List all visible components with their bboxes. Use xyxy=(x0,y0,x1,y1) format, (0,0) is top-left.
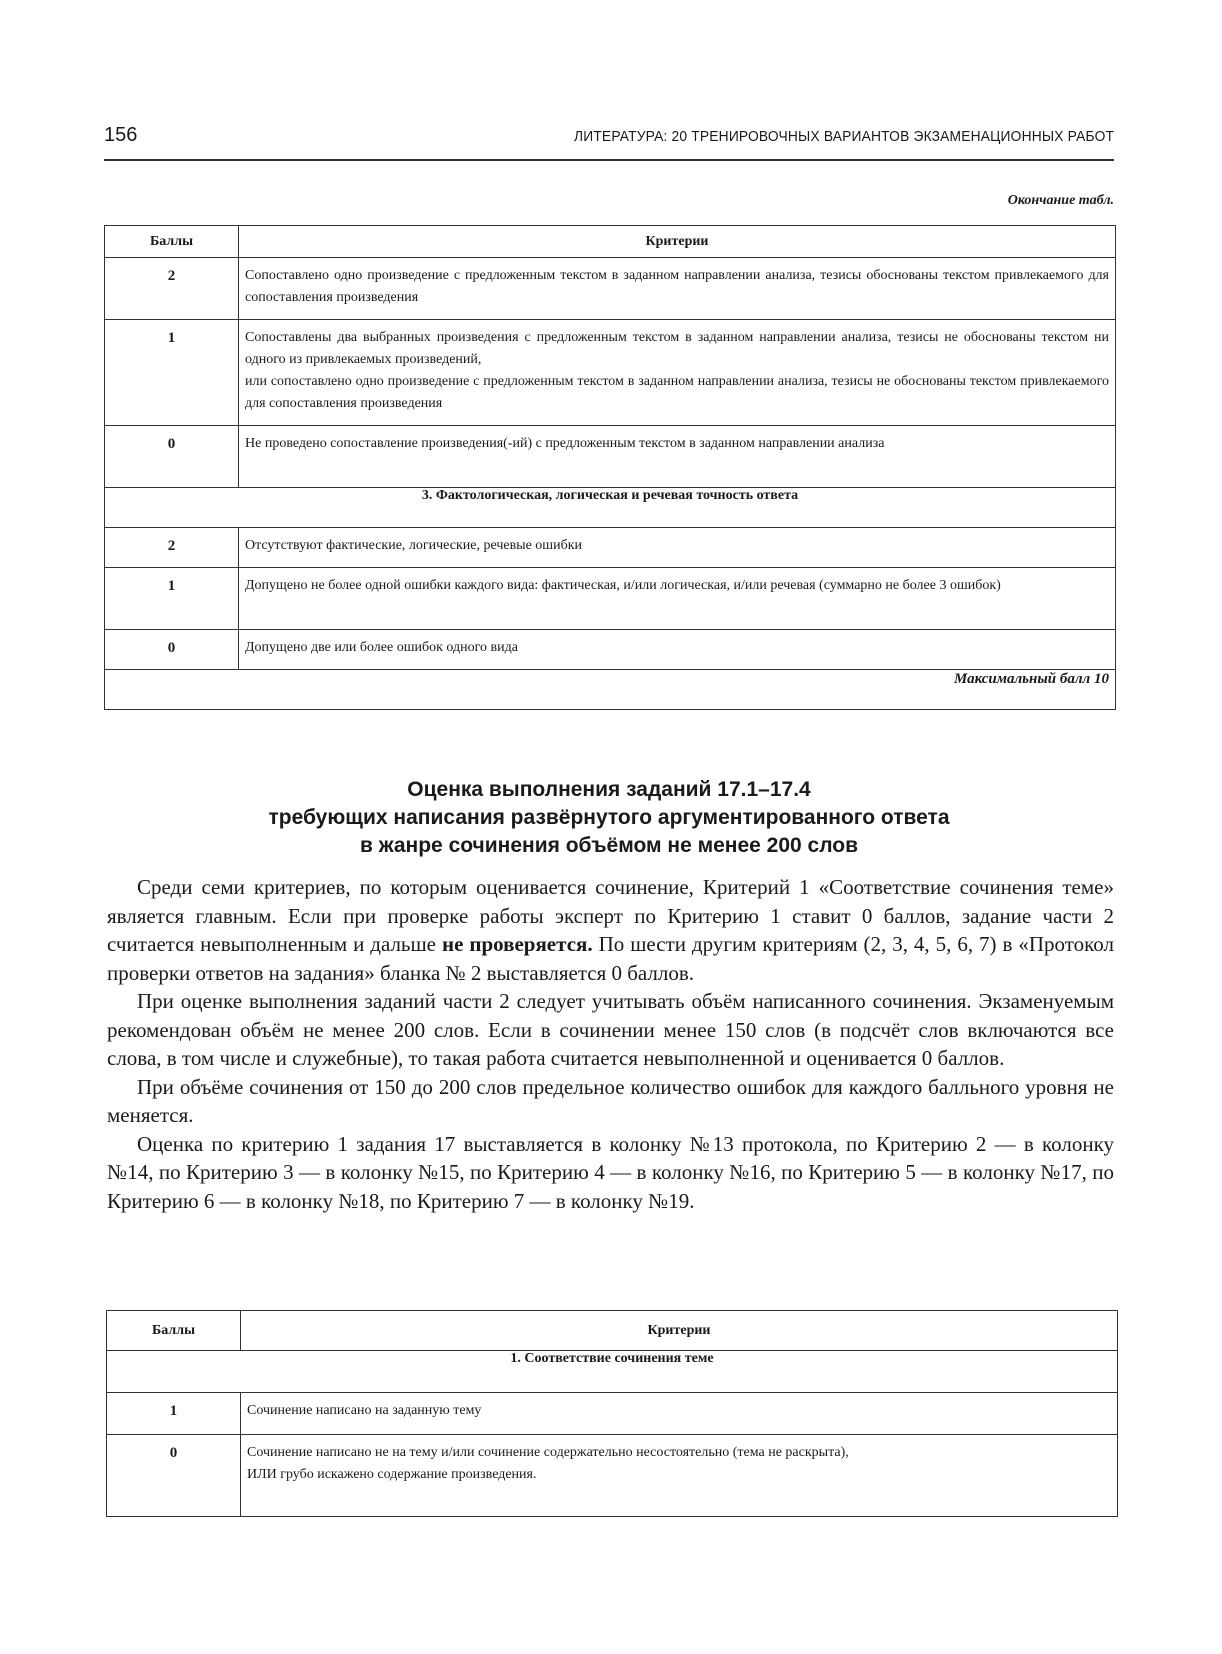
paragraph: Оценка по критерию 1 задания 17 выставляется в колонку №13 протокола, по Критерию 2 — в колонку №14, по Критерию 3 — в колонку №15, по Критерию 4 — в колонку №16, по Критерию 5 — в колонку №17, по Критерию 6 — в колонку №18, по Критерию 7 — в колонку №19. xyxy=(107,1131,1114,1213)
section-heading xyxy=(104,776,1114,860)
running-title: ЛИТЕРАТУРА: 20 ТРЕНИРОВОЧНЫХ ВАРИАНТОВ ЭКЗАМЕНАЦИОННЫХ РАБОТ xyxy=(573,128,1114,145)
criteria-table xyxy=(106,1310,1118,1517)
score-cell: 0 xyxy=(105,426,239,488)
section-heading-line: требующих написания развёрнутого аргументированного ответа xyxy=(268,806,950,829)
table-row xyxy=(107,1435,1118,1517)
column-header-criteria: Критерии xyxy=(241,1311,1118,1351)
paragraph xyxy=(107,873,1114,987)
table-row xyxy=(105,568,1116,630)
table-header-row xyxy=(105,226,1116,258)
criteria-cell: Допущено не более одной ошибки каждого вида: фактическая, и/или логическая, и/или речевая (суммарно не более 3 ошибок) xyxy=(239,568,1116,630)
criteria-cell: Сочинение написано на заданную тему xyxy=(241,1393,1118,1435)
paragraph-text: По шести другим критериям (2, 3, 4, 5, 6, 7) в «Протокол проверки ответов на задания» бланка № 2 выставляется 0 баллов. xyxy=(107,932,1115,985)
column-header-criteria: Критерии xyxy=(239,226,1116,258)
score-cell: 2 xyxy=(105,258,239,320)
criteria-cell: Сопоставлено одно произведение с предложенным текстом в заданном направлении анализа, тезисы обоснованы текстом привлекаемого для сопоставления произведения xyxy=(239,258,1116,320)
score-cell: 1 xyxy=(105,320,239,426)
paragraph: При объёме сочинения от 150 до 200 слов предельное количество ошибок для каждого балльного уровня не меняется. xyxy=(107,1074,1114,1127)
header-rule xyxy=(104,159,1114,161)
criteria-line: ИЛИ грубо искажено содержание произведения. xyxy=(247,1467,537,1482)
score-cell: 1 xyxy=(107,1393,241,1435)
emphasis-text: не проверяется. xyxy=(441,932,593,956)
column-header-score: Баллы xyxy=(105,226,239,258)
table-row xyxy=(105,630,1116,670)
table-row xyxy=(105,258,1116,320)
paragraph: При оценке выполнения заданий части 2 следует учитывать объём написанного сочинения. Экзаменуемым рекомендован объём не менее 200 слов. Если в сочинении менее 150 слов (в подсчёт слов включаются все слова, в том числе и служебные), то такая работа считается невыполненной и оценивается 0 баллов. xyxy=(107,989,1114,1070)
score-cell: 0 xyxy=(107,1435,241,1517)
score-cell: 0 xyxy=(105,630,239,670)
criteria-line: Сочинение написано не на тему и/или сочинение содержательно несостоятельно (тема не раскрыта), xyxy=(247,1445,849,1460)
section-title-cell: 1. Соответствие сочинения теме xyxy=(107,1351,1118,1393)
table-header-row xyxy=(107,1311,1118,1351)
score-cell: 2 xyxy=(105,528,239,568)
criteria-cell xyxy=(239,320,1116,426)
table-row xyxy=(105,320,1116,426)
body-text xyxy=(107,873,1114,1215)
criteria-cell xyxy=(241,1435,1118,1517)
running-head xyxy=(104,124,1114,154)
criteria-line: Сопоставлены два выбранных произведения с предложенным текстом в заданном направлении анализа, тезисы не обоснованы текстом ни одного из привлекаемых произведений, xyxy=(245,330,1109,367)
section-row xyxy=(107,1351,1118,1393)
section-row xyxy=(105,488,1116,528)
section-title-cell: 3. Фактологическая, логическая и речевая точность ответа xyxy=(105,488,1116,528)
table-row xyxy=(105,528,1116,568)
score-cell: 1 xyxy=(105,568,239,630)
table-row xyxy=(107,1393,1118,1435)
table-row xyxy=(105,426,1116,488)
criteria-cell: Не проведено сопоставление произведения(-ий) с предложенным текстом в заданном направлении анализа xyxy=(239,426,1116,488)
criteria-line: или сопоставлено одно произведение с предложенным текстом в заданном направлении анализа, тезисы не обоснованы текстом привлекаемого для сопоставления произведения xyxy=(245,374,1109,411)
criteria-cell: Допущено две или более ошибок одного вида xyxy=(239,630,1116,670)
page-number: 156 xyxy=(104,124,138,146)
section-heading-line: в жанре сочинения объёмом не менее 200 слов xyxy=(359,834,859,857)
section-heading-line: Оценка выполнения заданий 17.1–17.4 xyxy=(407,778,811,801)
paragraph-text: Среди семи критериев, по которым оценивается сочинение, Критерий 1 «Соответствие сочинения теме» является главным. Если при проверке работы эксперт по Критерию 1 ставит 0 баллов, задание части 2 считается невыполненным и дальше xyxy=(107,875,1114,956)
criteria-cell: Отсутствуют фактические, логические, речевые ошибки xyxy=(239,528,1116,568)
column-header-score: Баллы xyxy=(107,1311,241,1351)
max-score-row xyxy=(105,670,1116,710)
max-score: Максимальный балл 10 xyxy=(105,670,1116,710)
table-continuation-note: Окончание табл. xyxy=(1007,193,1114,208)
criteria-table-continued xyxy=(104,225,1116,710)
